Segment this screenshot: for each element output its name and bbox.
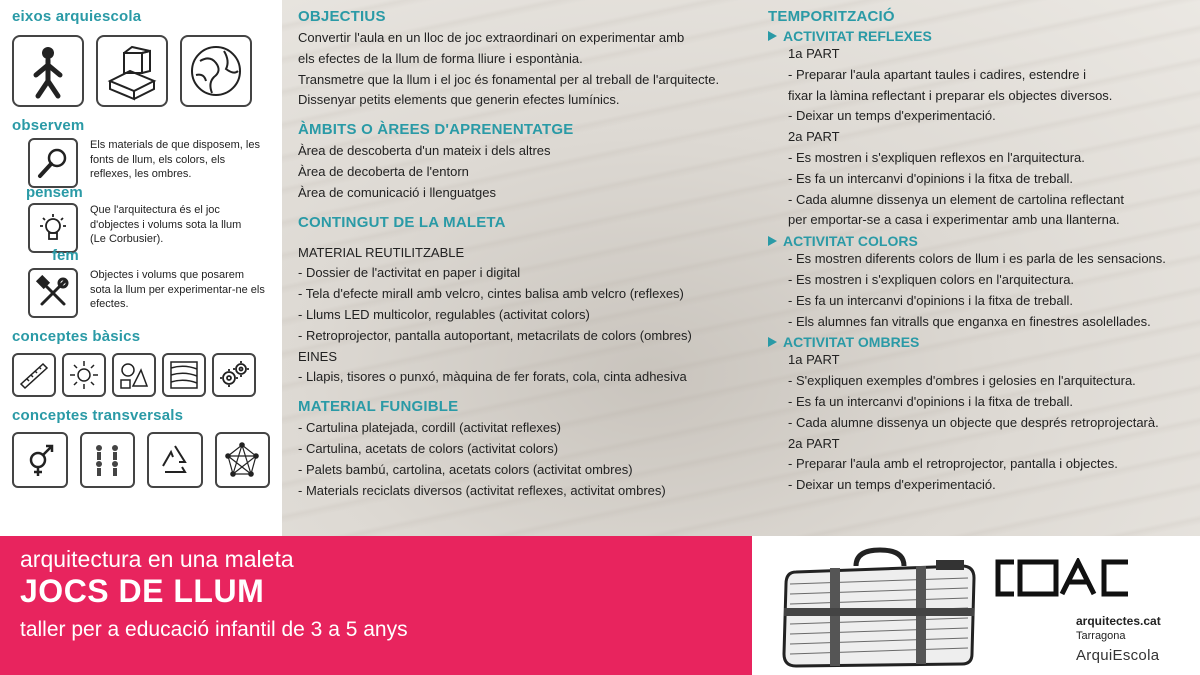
ombres-line: - Cada alumne dissenya un objecte que després retroprojectarà. [788, 414, 1159, 430]
pensem-text: Que l'arquitectura és el joc d'objectes i volums sota la llum (Le Corbusier). [90, 204, 242, 245]
main-panel [282, 0, 1200, 536]
left-column [298, 8, 758, 501]
ambits-line: Àrea de descoberta d'un mateix i dels altres [298, 143, 551, 159]
fungible-line: - Cartulina, acetats de colors (activitat colors) [298, 440, 559, 456]
reflexes-line: - Deixar un temps d'experimentació. [788, 108, 996, 124]
network-icon [215, 432, 271, 488]
brand-arquiescola: ArquiEscola [1076, 647, 1160, 664]
brand-city: Tarragona [1076, 630, 1126, 642]
observem-text: Els materials de que disposem, les fonts de llum, els colors, els reflexes, les ombres. [90, 139, 260, 180]
contingut-line: - Tela d'efecte mirall amb velcro, cintes balisa amb velcro (reflexes) [298, 286, 684, 302]
sidebar [0, 0, 282, 536]
ruler-icon [12, 353, 56, 397]
ambits-line: Àrea de comunicació i llenguatges [298, 184, 497, 200]
ombres-line: 1a PART [788, 352, 840, 368]
recycle-icon [147, 432, 203, 488]
pensem-title: pensem [26, 184, 83, 201]
objectius-line: Transmetre que la llum i el joc és fonamental per al treball de l'arquitecte. [298, 71, 720, 87]
right-column [768, 8, 1193, 496]
building-icon [96, 35, 168, 107]
eixos-title: eixos arquiescola [12, 8, 142, 25]
reflexes-line: fixar la làmina reflectant i preparar els objectes diversos. [788, 87, 1113, 103]
people-icon [80, 432, 136, 488]
title-banner [0, 536, 752, 675]
shapes-icon [112, 353, 156, 397]
triangle-icon [768, 337, 777, 347]
lightbulb-icon [28, 203, 78, 253]
colors-title: ACTIVITAT COLORS [768, 233, 1193, 249]
banner-tagline: taller per a educació infantil de 3 a 5 anys [20, 618, 408, 641]
objectius-line: Convertir l'aula en un lloc de joc extraordinari on experimentar amb [298, 30, 685, 45]
fungible-line: - Cartulina platejada, cordill (activitat reflexes) [298, 420, 561, 436]
banner-title: JOCS DE LLUM [20, 573, 265, 609]
ambits-title: ÀMBITS O ÀREES D'APRENENTATGE [298, 121, 574, 139]
fungible-title: MATERIAL FUNGIBLE [298, 398, 459, 416]
fem-text: Objectes i volums que posarem sota la llum per experimentar-ne els efectes. [90, 269, 265, 310]
globe-icon [180, 35, 252, 107]
conceptes-basics-title: conceptes bàsics [12, 328, 141, 345]
contingut-line: - Llums LED multicolor, regulables (activitat colors) [298, 306, 590, 322]
reflexes-line: - Cada alumne dissenya un element de cartolina reflectant [788, 191, 1125, 207]
coac-logo-icon [994, 558, 1130, 598]
conceptes-transversals-title: conceptes transversals [12, 407, 184, 424]
reflexes-line: per emportar-se a casa i experimentar amb una llanterna. [788, 212, 1120, 228]
sun-icon [62, 353, 106, 397]
fungible-line: - Palets bambú, cartolina, acetats colors (activitat ombres) [298, 461, 633, 477]
temporitzacio-title: TEMPORITZACIÓ [768, 8, 895, 25]
triangle-icon [768, 31, 777, 41]
gears-icon [212, 353, 256, 397]
ambits-line: Àrea de decoberta de l'entorn [298, 163, 469, 179]
objectius-line: els efectes de la llum de forma lliure i espontània. [298, 50, 583, 66]
tools-icon [28, 268, 78, 318]
colors-line: - Es mostren i s'expliquen colors en l'arquitectura. [788, 271, 1075, 287]
ombres-line: - S'expliquen exemples d'ombres i gelosies en l'arquitectura. [788, 373, 1136, 389]
person-icon [12, 35, 84, 107]
observem-title: observem [12, 117, 85, 134]
colors-line: - Es mostren diferents colors de llum i es parla de les sensacions. [788, 251, 1166, 267]
reflexes-title: ACTIVITAT REFLEXES [768, 28, 1193, 44]
fungible-line: - Materials reciclats diversos (activitat reflexes, activitat ombres) [298, 482, 666, 498]
gender-icon [12, 432, 68, 488]
magnifier-icon [28, 138, 78, 188]
ombres-title: ACTIVITAT OMBRES [768, 334, 1193, 350]
brand-site: arquitectes.cat [1076, 614, 1161, 628]
ombres-line: 2a PART [788, 435, 840, 451]
ombres-line: - Deixar un temps d'experimentació. [788, 477, 996, 493]
objectius-line: Dissenyar petits elements que generin efectes lumínics. [298, 92, 620, 108]
wood-icon [162, 353, 206, 397]
contingut-line: - Dossier de l'activitat en paper i digital [298, 265, 521, 281]
contingut-line: EINES [298, 348, 338, 364]
reflexes-line: 1a PART [788, 46, 840, 61]
banner-subtitle: arquitectura en una maleta [20, 546, 294, 572]
objectius-title: OBJECTIUS [298, 8, 386, 25]
contingut-line: MATERIAL REUTILITZABLE [298, 244, 465, 260]
ombres-line: - Es fa un intercanvi d'opinions i la fitxa de treball. [788, 393, 1074, 409]
reflexes-line: - Es fa un intercanvi d'opinions i la fitxa de treball. [788, 170, 1074, 186]
reflexes-line: - Preparar l'aula apartant taules i cadires, estendre i [788, 66, 1087, 82]
reflexes-line: 2a PART [788, 129, 840, 145]
colors-line: - Els alumnes fan vitralls que enganxa en finestres asolellades. [788, 313, 1151, 329]
contingut-title: CONTINGUT DE LA MALETA [298, 213, 506, 231]
contingut-line: - Llapis, tisores o punxó, màquina de fer forats, cola, cinta adhesiva [298, 369, 687, 385]
ombres-line: - Preparar l'aula amb el retroprojector, pantalla i objectes. [788, 456, 1118, 472]
contingut-line: - Retroprojector, pantalla autoportant, metacrilats de colors (ombres) [298, 327, 692, 343]
fem-title: fem [52, 247, 79, 264]
triangle-icon [768, 236, 777, 246]
suitcase-icon [776, 544, 982, 670]
colors-line: - Es fa un intercanvi d'opinions i la fitxa de treball. [788, 292, 1074, 308]
reflexes-line: - Es mostren i s'expliquen reflexos en l'arquitectura. [788, 149, 1085, 165]
